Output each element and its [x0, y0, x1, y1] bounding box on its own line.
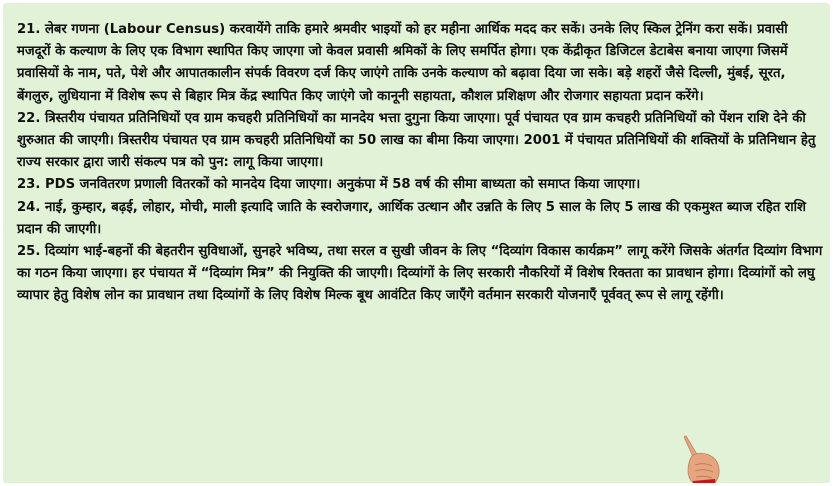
pointing-hand-icon — [679, 435, 723, 483]
document-panel — [3, 3, 830, 483]
document-body — [17, 19, 825, 308]
paragraph-21: 21. लेबर गणना (Labour Census) करवायेंगे ताकि हमारे श्रमवीर भाइयों को हर महीना आर्थिक मदद कर सकें। उनके लिए स्किल ट्रेनिंग करा सकें। प्रवासी मजदूरों के कल्याण के लिए एक विभाग स्थापित किए जाएगा जो केवल प्रवासी श्रमिकों के लिए समर्पित होगा। एक केंद्रीकृत डिजिटल डेटाबेस बनाया जाएगा जिसमें प्रवासियों के नाम, पते, पेशे और आपातकालीन संपर्क विवरण दर्ज किए जाएंगे ताकि उनके कल्याण को बढ़ावा दिया जा सके। बड़े शहरों जैसे दिल्ली, मुंबई, सूरत, बेंगलुरु, लुधियाना में विशेष रूप से बिहार मित्र केंद्र स्थापित किए जाएंगे जो कानूनी सहायता, कौशल प्रशिक्षण और रोजगार सहायता प्रदान करेंगे। — [17, 22, 788, 104]
paragraph-25: 25. दिव्यांग भाई-बहनों की बेहतरीन सुविधाओं, सुनहरे भविष्य, तथा सरल व सुखी जीवन के लिए “दिव्यांग विकास कार्यक्रम” लागू करेंगे जिसके अंतर्गत दिव्यांग विभाग का गठन किया जाएगा। हर पंचायत में “दिव्यांग मित्र” की नियुक्ति की जाएगी। दिव्यांगों के लिए सरकारी नौकरियों में विशेष रिक्तता का प्रावधान होगा। दिव्यांगों को लघु व्यापार हेतु विशेष लोन का प्रावधान तथा दिव्यांगों के लिए विशेष मिल्क बूथ आवंटित किए जाएँगे वर्तमान सरकारी योजनाएँ पूर्ववत् रूप से लागू रहेंगी। — [17, 244, 823, 304]
paragraph-22: 22. त्रिस्तरीय पंचायत प्रतिनिधियों एव ग्राम कचहरी प्रतिनिधियों का मानदेय भत्ता दुगुना किया जाएगा। पूर्व पंचायत एव ग्राम कचहरी प्रतिनिधियों को पेंशन राशि देने की शुरुआत की जाएगी। त्रिस्तरीय पंचायत एव ग्राम कचहरी प्रतिनिधियों का 50 लाख का बीमा किया जाएगा। 2001 में पंचायत प्रतिनिधियों की शक्तियों के प्रतिनिधान हेतु राज्य सरकार द्वारा जारी संकल्प पत्र को पुन: लागू किया जाएगा। — [17, 110, 816, 171]
paragraph-24: 24. नाई, कुम्हार, बढ़ई, लोहार, मोची, माली इत्यादि जाति के स्वरोजगार, आर्थिक उत्थान और उन्नति के लिए 5 साल के लिए 5 लाख की एकमुश्त ब्याज रहित राशि प्रदान की जाएगी। — [17, 199, 807, 237]
paragraph-23: 23. PDS जनवितरण प्रणाली वितरकों को मानदेय दिया जाएगा। अनुकंपा में 58 वर्ष की सीमा बाध्यता को समाप्त किया जाएगा। — [17, 177, 641, 193]
